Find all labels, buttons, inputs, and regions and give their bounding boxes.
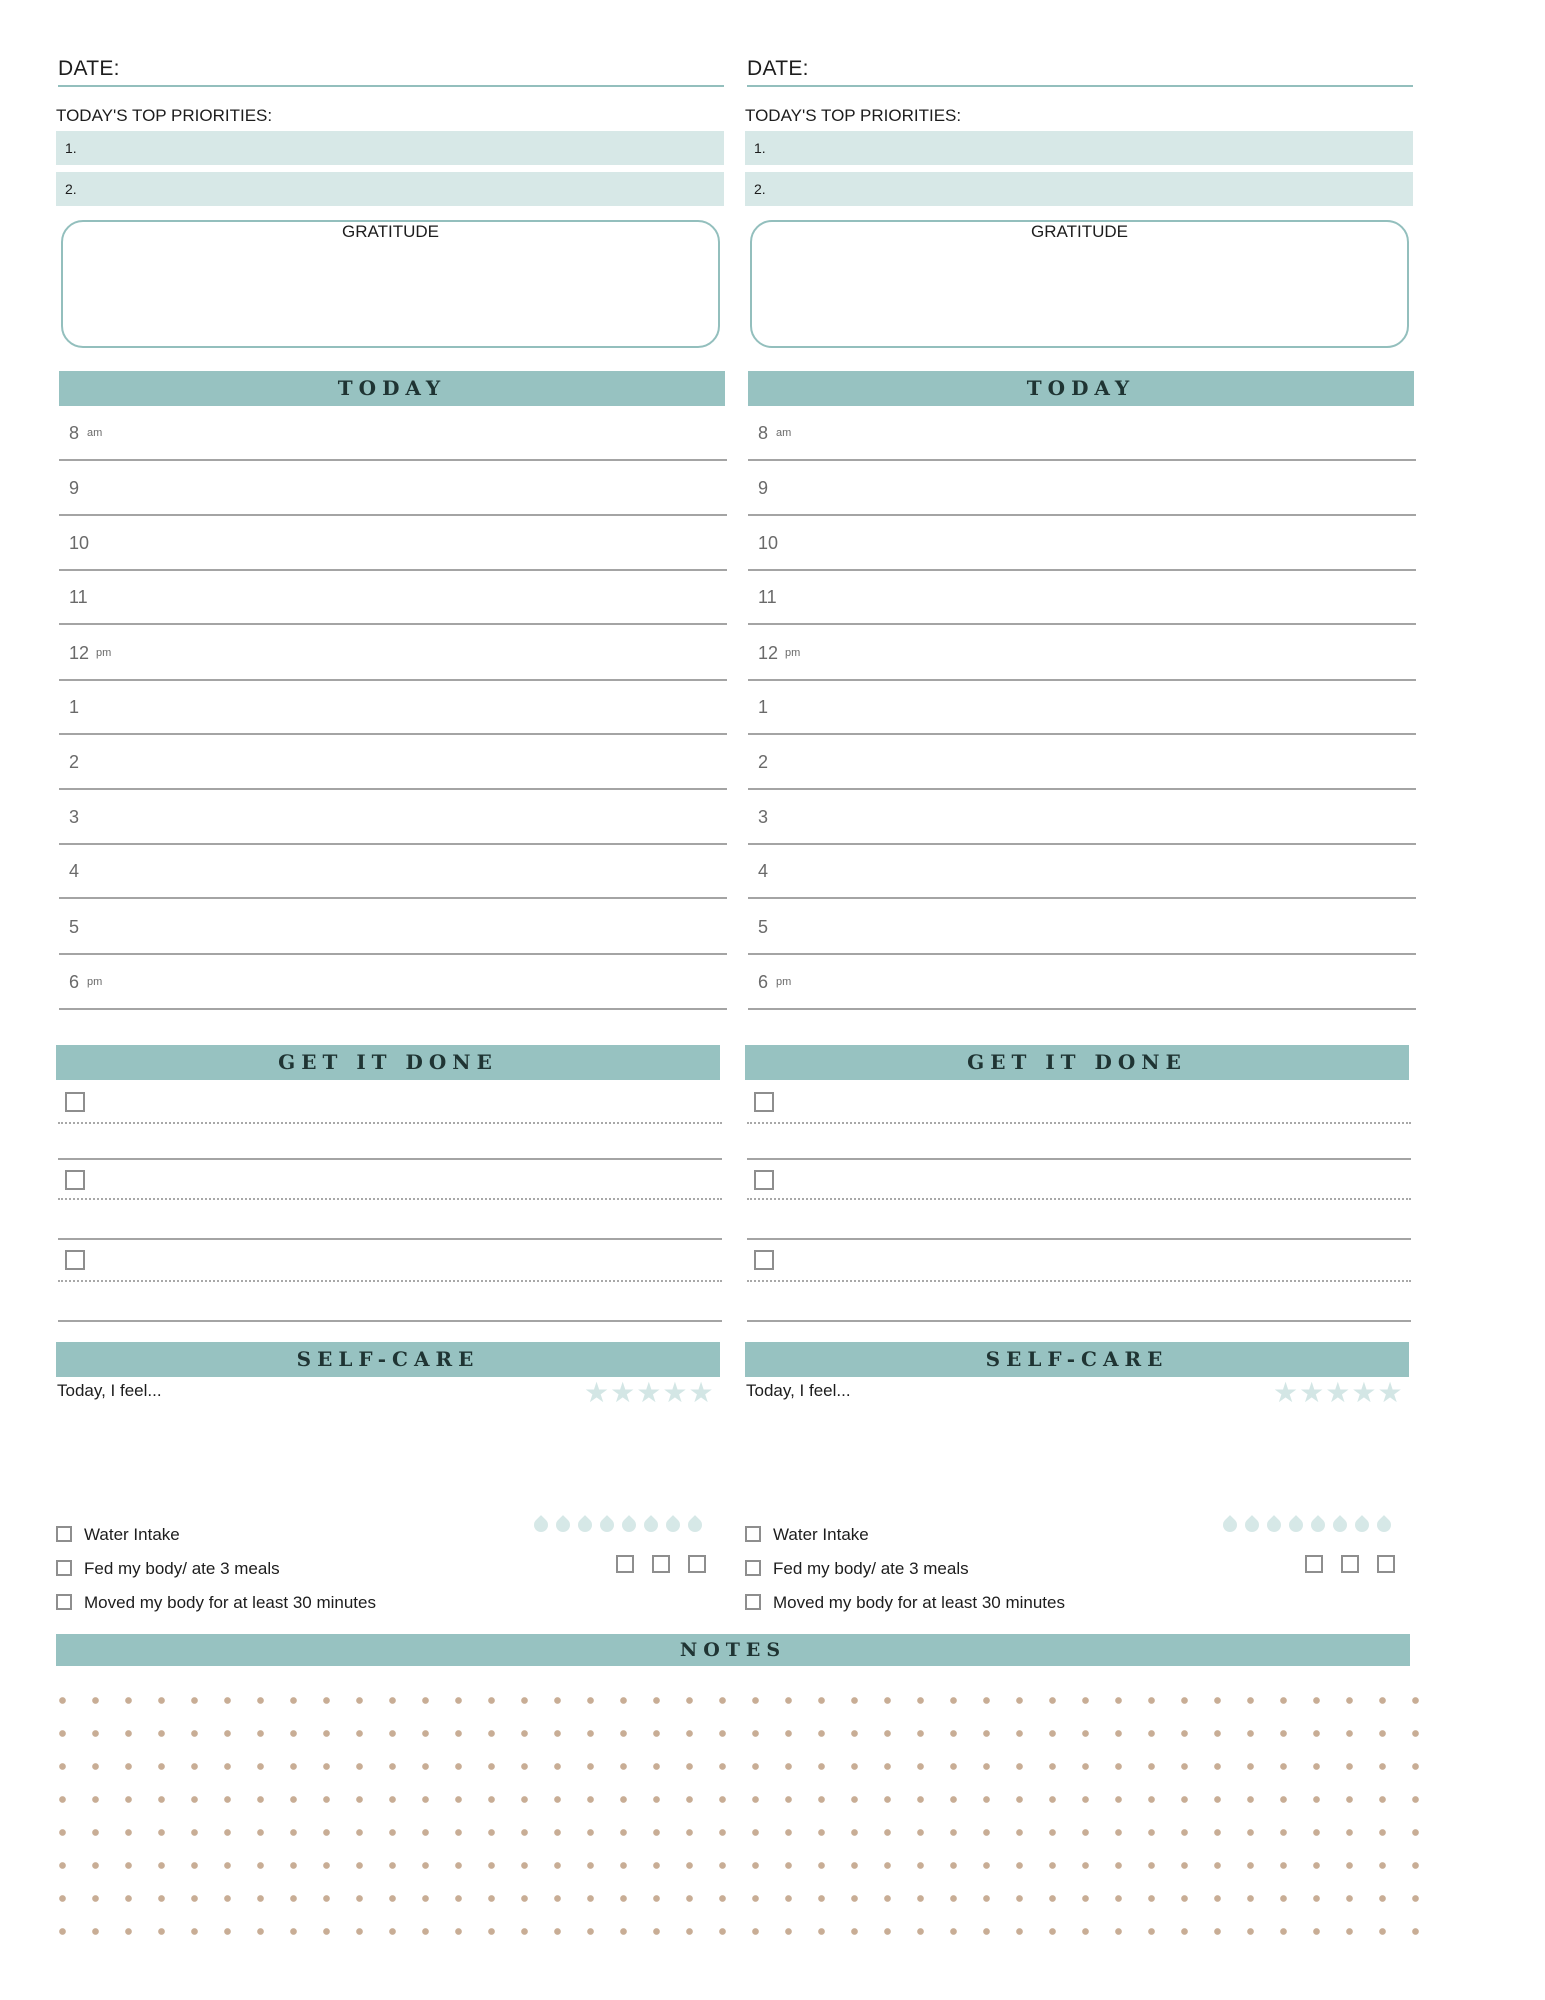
hour-label: 12 <box>758 643 779 663</box>
hour-label: 9 <box>69 478 80 498</box>
water-drop-icon[interactable] <box>597 1515 617 1535</box>
task-rule <box>747 1238 1411 1240</box>
meals-checkbox[interactable] <box>56 1560 72 1576</box>
moved-label: Moved my body for at least 30 minutes <box>773 1593 1065 1612</box>
water-checkbox[interactable] <box>745 1526 761 1542</box>
hour-row[interactable] <box>59 516 727 571</box>
hour-label: 2 <box>69 752 80 772</box>
hour-label: 11 <box>69 587 88 607</box>
today-header: TODAY <box>748 371 1414 406</box>
meals-label: Fed my body/ ate 3 meals <box>773 1559 969 1578</box>
water-intake-item[interactable] <box>56 1525 180 1547</box>
notes-dot-grid[interactable] <box>56 1694 1426 1944</box>
priority-1[interactable]: 1. <box>56 131 724 165</box>
meal-checkbox[interactable] <box>1341 1555 1359 1573</box>
star-icon[interactable]: ★ <box>1299 1377 1326 1408</box>
task-checkbox[interactable] <box>754 1092 774 1112</box>
hour-row[interactable] <box>748 516 1416 571</box>
am-pm-label: am <box>87 427 103 439</box>
dotted-rule <box>747 1280 1411 1282</box>
meal-checkbox[interactable] <box>616 1555 634 1573</box>
task-checkbox[interactable] <box>65 1092 85 1112</box>
task-rule <box>58 1158 722 1160</box>
hour-label: 1 <box>758 697 769 717</box>
mood-rating[interactable] <box>584 1376 715 1406</box>
water-drop-icon[interactable] <box>1330 1515 1350 1535</box>
hour-label: 6 <box>69 972 80 992</box>
priorities-title: TODAY'S TOP PRIORITIES: <box>745 106 962 125</box>
star-icon[interactable]: ★ <box>1377 1377 1404 1408</box>
am-pm-label: pm <box>87 976 103 988</box>
hour-label: 4 <box>758 861 769 881</box>
gratitude-label: GRATITUDE <box>1031 222 1128 241</box>
hour-row[interactable] <box>748 461 1416 516</box>
hour-label: 10 <box>69 533 90 553</box>
hour-row[interactable] <box>59 461 727 516</box>
task-checkbox[interactable] <box>754 1250 774 1270</box>
meal-checkbox[interactable] <box>688 1555 706 1573</box>
star-icon[interactable]: ★ <box>1273 1377 1300 1408</box>
water-drop-icon[interactable] <box>1264 1515 1284 1535</box>
task-checkbox[interactable] <box>65 1250 85 1270</box>
task-rule <box>747 1158 1411 1160</box>
gratitude-box[interactable] <box>750 220 1409 348</box>
task-checkbox[interactable] <box>754 1170 774 1190</box>
water-drop-icon[interactable] <box>1286 1515 1306 1535</box>
hour-row[interactable] <box>748 680 1416 735</box>
star-icon[interactable]: ★ <box>1325 1377 1352 1408</box>
star-icon[interactable]: ★ <box>636 1377 663 1408</box>
dotted-rule <box>747 1122 1411 1124</box>
hour-row[interactable] <box>748 626 1416 681</box>
hour-row[interactable] <box>59 626 727 681</box>
meal-checkbox[interactable] <box>652 1555 670 1573</box>
water-drop-icon[interactable] <box>531 1515 551 1535</box>
hour-label: 11 <box>758 587 777 607</box>
am-pm-label: am <box>776 427 792 439</box>
am-pm-label: pm <box>776 976 792 988</box>
moved-item[interactable] <box>56 1593 376 1615</box>
water-drop-icon[interactable] <box>1308 1515 1328 1535</box>
mood-rating[interactable] <box>1273 1376 1404 1406</box>
moved-checkbox[interactable] <box>56 1594 72 1610</box>
dotted-rule <box>58 1198 722 1200</box>
star-icon[interactable]: ★ <box>662 1377 689 1408</box>
dotted-rule <box>747 1198 1411 1200</box>
task-rule <box>58 1320 722 1322</box>
dotted-rule <box>58 1280 722 1282</box>
hour-row[interactable] <box>59 900 727 955</box>
planner-page-right <box>745 0 1429 1640</box>
meals-item[interactable] <box>745 1559 969 1581</box>
hour-row[interactable] <box>748 844 1416 899</box>
meals-label: Fed my body/ ate 3 meals <box>84 1559 280 1578</box>
hour-label: 2 <box>758 752 769 772</box>
feel-label: Today, I feel... <box>57 1381 162 1400</box>
hour-label: 3 <box>69 807 80 827</box>
hour-label: 1 <box>69 697 80 717</box>
water-drop-icon[interactable] <box>1220 1515 1240 1535</box>
hour-label: 9 <box>758 478 769 498</box>
water-label: Water Intake <box>773 1525 869 1544</box>
get-it-done-header: GET IT DONE <box>745 1045 1409 1080</box>
date-field[interactable]: DATE: <box>747 57 1413 87</box>
meals-checkbox[interactable] <box>745 1560 761 1576</box>
moved-item[interactable] <box>745 1593 1065 1615</box>
get-it-done-header: GET IT DONE <box>56 1045 720 1080</box>
hour-label: 12 <box>69 643 90 663</box>
star-icon[interactable]: ★ <box>688 1377 715 1408</box>
priority-2[interactable]: 2. <box>56 172 724 206</box>
star-icon[interactable]: ★ <box>1351 1377 1378 1408</box>
priorities-title: TODAY'S TOP PRIORITIES: <box>56 106 273 125</box>
water-drop-icon[interactable] <box>1242 1515 1262 1535</box>
notes-header: NOTES <box>56 1634 1410 1666</box>
am-pm-label: pm <box>96 647 112 659</box>
hour-row[interactable] <box>59 406 727 461</box>
feel-label: Today, I feel... <box>746 1381 851 1400</box>
star-icon[interactable]: ★ <box>584 1377 611 1408</box>
water-drop-icon[interactable] <box>619 1515 639 1535</box>
water-drop-icon[interactable] <box>575 1515 595 1535</box>
water-intake-item[interactable] <box>745 1525 869 1547</box>
hour-label: 8 <box>69 423 80 443</box>
gratitude-box[interactable] <box>61 220 720 348</box>
hour-label: 5 <box>69 917 80 937</box>
date-field[interactable]: DATE: <box>58 57 724 87</box>
hour-row[interactable] <box>748 955 1416 1010</box>
water-drop-icon[interactable] <box>553 1515 573 1535</box>
hour-row[interactable] <box>59 790 727 845</box>
water-checkbox[interactable] <box>56 1526 72 1542</box>
hour-row[interactable] <box>59 844 727 899</box>
planner-page-left <box>56 0 740 1640</box>
water-label: Water Intake <box>84 1525 180 1544</box>
gratitude-label: GRATITUDE <box>342 222 439 241</box>
moved-label: Moved my body for at least 30 minutes <box>84 1593 376 1612</box>
meal-checkbox[interactable] <box>1377 1555 1395 1573</box>
water-drop-icon[interactable] <box>663 1515 683 1535</box>
today-header: TODAY <box>59 371 725 406</box>
meals-item[interactable] <box>56 1559 280 1581</box>
hour-row[interactable] <box>59 680 727 735</box>
self-care-header: SELF-CARE <box>745 1342 1409 1377</box>
hour-label: 4 <box>69 861 80 881</box>
hour-row[interactable] <box>59 955 727 1010</box>
meal-checkbox[interactable] <box>1305 1555 1323 1573</box>
dotted-rule <box>58 1122 722 1124</box>
task-rule <box>58 1238 722 1240</box>
hour-label: 3 <box>758 807 769 827</box>
water-drop-icon[interactable] <box>641 1515 661 1535</box>
self-care-header: SELF-CARE <box>56 1342 720 1377</box>
water-drop-icon[interactable] <box>685 1515 705 1535</box>
hour-row[interactable] <box>748 570 1416 625</box>
priority-1[interactable]: 1. <box>745 131 1413 165</box>
hour-row[interactable] <box>748 735 1416 790</box>
water-drop-icon[interactable] <box>1352 1515 1372 1535</box>
star-icon[interactable]: ★ <box>610 1377 637 1408</box>
hour-label: 10 <box>758 533 779 553</box>
priority-2[interactable]: 2. <box>745 172 1413 206</box>
hour-row[interactable] <box>748 900 1416 955</box>
moved-checkbox[interactable] <box>745 1594 761 1610</box>
hour-row[interactable] <box>748 790 1416 845</box>
hour-label: 6 <box>758 972 769 992</box>
hour-label: 5 <box>758 917 769 937</box>
am-pm-label: pm <box>785 647 801 659</box>
task-rule <box>747 1320 1411 1322</box>
hour-row[interactable] <box>748 406 1416 461</box>
hour-row[interactable] <box>59 570 727 625</box>
water-drop-icon[interactable] <box>1374 1515 1394 1535</box>
task-checkbox[interactable] <box>65 1170 85 1190</box>
hour-row[interactable] <box>59 735 727 790</box>
hour-label: 8 <box>758 423 769 443</box>
